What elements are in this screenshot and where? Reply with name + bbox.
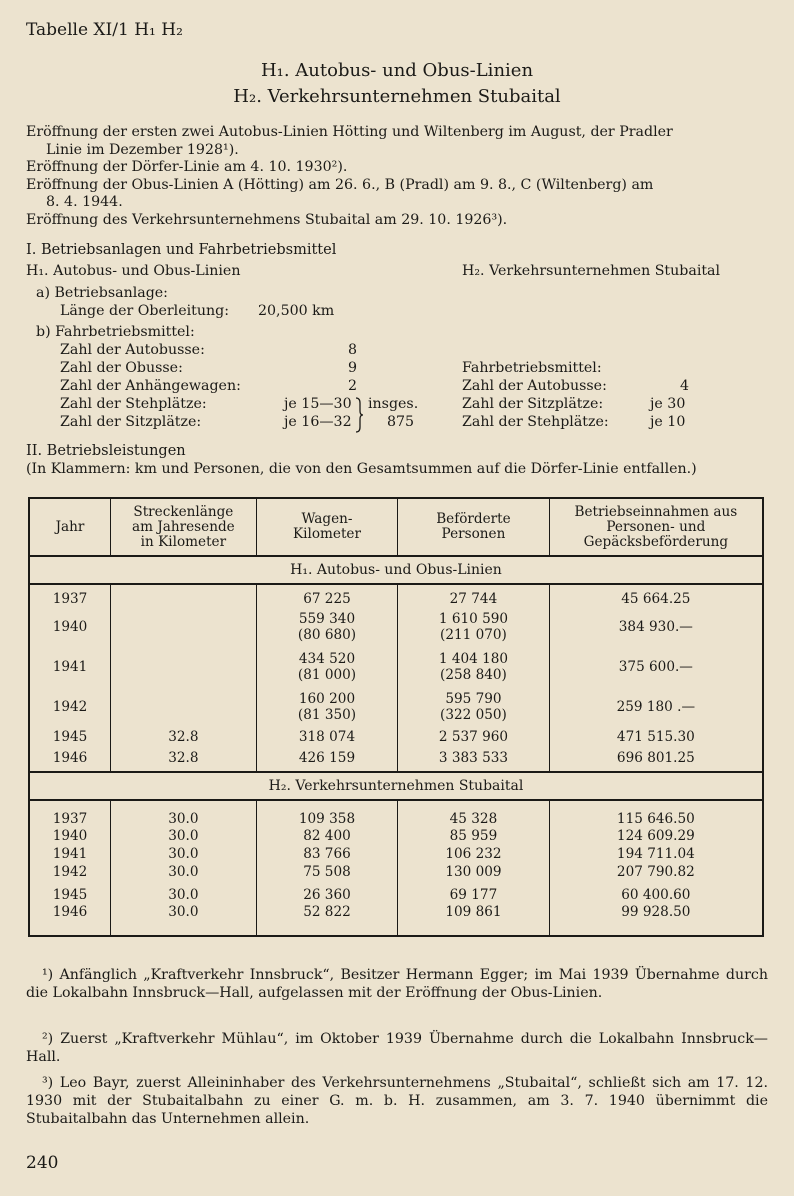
h2-sitzplaetze-label: Zahl der Sitzplätze:: [462, 396, 604, 412]
intro-line: Eröffnung des Verkehrsunternehmens Stubaital am 29. 10. 1926³).: [26, 211, 508, 228]
cell-wagen: 82 400: [256, 827, 397, 845]
cell-einnahmen: 124 609.29: [616, 828, 695, 844]
cell-wagen: 318 074: [256, 727, 397, 747]
title-h1: H₁. Autobus- und Obus-Linien: [260, 60, 534, 81]
table-header-row: [29, 498, 763, 556]
table-row: [29, 903, 763, 936]
col-header-wagen-km-text: Wagen-Kilometer: [292, 511, 361, 542]
cell-jahr: 1946: [29, 747, 111, 772]
cell-jahr: 1940: [29, 827, 111, 845]
cell-personen: 27 744: [398, 584, 549, 607]
h1-stehplaetze-value: je 15—30: [284, 396, 352, 412]
cell-strecke: [111, 607, 257, 647]
cell-personen-doerfer: (322 050): [440, 707, 507, 723]
section-2-note: (In Klammern: km und Personen, die von den Gesamtsummen auf die Dörfer-Linie entfallen.): [26, 461, 697, 477]
h1-autobusse-value: 8: [348, 342, 358, 358]
cell-personen: [398, 647, 549, 687]
band-h2-label: H₂. Verkehrsunternehmen Stubaital: [29, 772, 763, 800]
h1-anhaengewagen-label: Zahl der Anhängewagen:: [60, 378, 241, 394]
cell-strecke: 30.0: [111, 903, 257, 936]
cell-einnahmen: 471 515.30: [616, 729, 695, 745]
footnote-1: [26, 966, 768, 1002]
section-heading-2: II. Betriebsleistungen: [26, 443, 186, 459]
footnote-2: [26, 1030, 768, 1066]
cell-jahr: 1946: [29, 903, 111, 936]
cell-einnahmen: 259 180 .—: [616, 699, 696, 715]
title-h2: H₂. Verkehrsunternehmen Stubaital: [233, 86, 561, 107]
table-row: [29, 687, 763, 727]
h2-autobusse-label: Zahl der Autobusse:: [462, 378, 607, 394]
intro-line: Linie im Dezember 1928¹).: [46, 141, 239, 158]
h2-stehplaetze-value: je 10: [650, 414, 686, 430]
h2-stehplaetze-label: Zahl der Stehplätze:: [462, 414, 609, 430]
cell-wagen-total: 559 340: [298, 611, 356, 627]
cell-wagen: [256, 607, 397, 647]
table-reference-header: Tabelle XI/1 H₁ H₂: [26, 20, 183, 40]
cell-jahr: 1945: [29, 727, 111, 747]
table-band-h2: [29, 772, 763, 800]
cell-jahr: 1942: [29, 863, 111, 881]
h1-stehplaetze-label: Zahl der Stehplätze:: [60, 396, 207, 412]
cell-strecke: 30.0: [111, 827, 257, 845]
table-row: [29, 607, 763, 647]
cell-wagen: [256, 647, 397, 687]
cell-personen: 85 959: [398, 827, 549, 845]
cell-strecke: 32.8: [111, 727, 257, 747]
h1-heading: H₁. Autobus- und Obus-Linien: [26, 263, 241, 279]
cell-personen: 3 383 533: [398, 747, 549, 772]
h1-sitzplaetze-label: Zahl der Sitzplätze:: [60, 414, 202, 430]
cell-wagen: 67 225: [256, 584, 397, 607]
cell-wagen: 52 822: [256, 903, 397, 936]
cell-wagen: 109 358: [256, 800, 397, 827]
cell-wagen: 83 766: [256, 845, 397, 863]
cell-personen: [398, 687, 549, 727]
cell-personen: [398, 607, 549, 647]
cell-strecke: 30.0: [111, 863, 257, 881]
cell-wagen-doerfer: (81 000): [297, 667, 357, 683]
cell-wagen-doerfer: (80 680): [297, 627, 357, 643]
cell-jahr: 1942: [29, 687, 111, 727]
cell-strecke: 32.8: [111, 747, 257, 772]
table-row: [29, 881, 763, 903]
section-heading-1: I. Betriebsanlagen und Fahrbetriebsmittel: [26, 242, 337, 258]
cell-personen-total: 595 790: [445, 691, 502, 707]
brace-icon: [354, 397, 364, 433]
cell-personen: 130 009: [398, 863, 549, 881]
cell-einnahmen: 384 930.—: [618, 619, 693, 635]
cell-wagen: [256, 687, 397, 727]
cell-einnahmen: 696 801.25: [616, 750, 695, 766]
cell-wagen-doerfer: (81 350): [297, 707, 357, 723]
col-header-personen-text: Beförderte Personen: [436, 511, 511, 542]
cell-wagen-total: 434 520: [298, 651, 356, 667]
col-header-streckenlaenge: [111, 498, 257, 556]
cell-wagen: 75 508: [256, 863, 397, 881]
h1-laenge-label: Länge der Oberleitung:: [60, 303, 229, 319]
h1-obusse-label: Zahl der Obusse:: [60, 360, 183, 376]
cell-einnahmen: 115 646.50: [616, 811, 695, 827]
h1-sitzplaetze-value: je 16—32: [284, 414, 352, 430]
cell-einnahmen: 60 400.60: [621, 887, 691, 903]
table-row: [29, 747, 763, 772]
cell-jahr: 1937: [29, 800, 111, 827]
h1-fahrbetriebsmittel-label: b) Fahrbetriebsmittel:: [36, 324, 195, 340]
col-header-streckenlaenge-text: Streckenlänge am Jahresende in Kilometer: [132, 503, 235, 550]
cell-personen: 2 537 960: [398, 727, 549, 747]
footnote-1-text: ¹) Anfänglich „Kraftverkehr Innsbruck“, Besitzer Hermann Egger; im Mai 1939 Übernahme durch die Lokalbahn Innsbruck—Hall, aufgelassen mit der Eröffnung der Obus-Linien.: [26, 967, 768, 1001]
cell-einnahmen: 207 790.82: [616, 864, 695, 880]
cell-personen-doerfer: (258 840): [440, 667, 507, 683]
cell-einnahmen: 194 711.04: [616, 846, 695, 862]
h1-betriebsanlage-label: a) Betriebsanlage:: [36, 285, 168, 301]
col-header-einnahmen: [549, 498, 763, 556]
cell-jahr: 1937: [29, 584, 111, 607]
h2-heading: H₂. Verkehrsunternehmen Stubaital: [462, 263, 721, 279]
betriebsleistungen-table: [28, 497, 764, 937]
cell-einnahmen: 375 600.—: [618, 659, 693, 675]
cell-personen: 109 861: [398, 903, 549, 936]
h1-anhaengewagen-value: 2: [348, 378, 358, 394]
h2-autobusse-value: 4: [680, 378, 690, 394]
h1-laenge-value: 20,500 km: [258, 303, 335, 319]
cell-strecke: [111, 687, 257, 727]
cell-personen-doerfer: (211 070): [440, 627, 507, 643]
table-row: [29, 827, 763, 845]
footnote-2-text: ²) Zuerst „Kraftverkehr Mühlau“, im Oktober 1939 Übernahme durch die Lokalbahn Innsbruck—Hall.: [26, 1031, 768, 1065]
cell-personen-total: 1 404 180: [438, 651, 509, 667]
footnote-3-text: ³) Leo Bayr, zuerst Alleininhaber des Verkehrsunternehmens „Stubaital“, schließt sich am 17. 12. 1930 mit der Stubaitalbahn zu einer G. m. b. H. zusammen, am 3. 7. 1940 übernimmt die Stubaitalbahn das Unternehmen allein.: [26, 1075, 768, 1127]
h1-insges-label: insges.: [368, 396, 419, 412]
table-row: [29, 800, 763, 827]
cell-personen-total: 1 610 590: [438, 611, 509, 627]
cell-wagen: 426 159: [256, 747, 397, 772]
cell-wagen-total: 160 200: [298, 691, 356, 707]
cell-jahr: 1945: [29, 881, 111, 903]
band-h1-label: H₁. Autobus- und Obus-Linien: [29, 556, 763, 584]
table-row: [29, 584, 763, 607]
intro-line: Eröffnung der Dörfer-Linie am 4. 10. 1930²).: [26, 159, 348, 175]
cell-einnahmen: 99 928.50: [621, 904, 691, 920]
table-row: [29, 863, 763, 881]
intro-line: Eröffnung der Obus-Linien A (Hötting) am 26. 6., B (Pradl) am 9. 8., C (Wiltenberg) am: [26, 176, 654, 193]
table-band-h1: [29, 556, 763, 584]
h2-sitzplaetze-value: je 30: [650, 396, 686, 412]
cell-strecke: 30.0: [111, 845, 257, 863]
h2-fahrbetriebsmittel-label: Fahrbetriebsmittel:: [462, 360, 602, 376]
cell-strecke: [111, 584, 257, 607]
h1-autobusse-label: Zahl der Autobusse:: [60, 342, 205, 358]
cell-personen: 106 232: [398, 845, 549, 863]
cell-jahr: 1941: [29, 845, 111, 863]
page-number: 240: [26, 1153, 59, 1173]
cell-strecke: 30.0: [111, 881, 257, 903]
intro-paragraphs: [26, 124, 766, 229]
cell-einnahmen: 45 664.25: [621, 591, 691, 607]
table-row: [29, 727, 763, 747]
footnote-3: [26, 1074, 768, 1128]
col-header-personen: [398, 498, 549, 556]
table-row: [29, 845, 763, 863]
cell-jahr: 1941: [29, 647, 111, 687]
intro-line: Eröffnung der ersten zwei Autobus-Linien Hötting und Wiltenberg im August, der Pradler: [26, 124, 673, 140]
col-header-einnahmen-text: Betriebseinnahmen aus Personen- und Gepäcksbeförderung: [574, 503, 738, 550]
col-header-jahr: Jahr: [29, 498, 111, 556]
table-row: [29, 647, 763, 687]
cell-strecke: [111, 647, 257, 687]
cell-personen: 69 177: [398, 881, 549, 903]
intro-line: 8. 4. 1944.: [46, 194, 123, 210]
cell-strecke: 30.0: [111, 800, 257, 827]
cell-wagen: 26 360: [256, 881, 397, 903]
h1-obusse-value: 9: [348, 360, 358, 376]
h1-insges-value: 875: [387, 414, 415, 430]
col-header-wagen-km: [256, 498, 397, 556]
cell-personen: 45 328: [398, 800, 549, 827]
cell-jahr: 1940: [29, 607, 111, 647]
